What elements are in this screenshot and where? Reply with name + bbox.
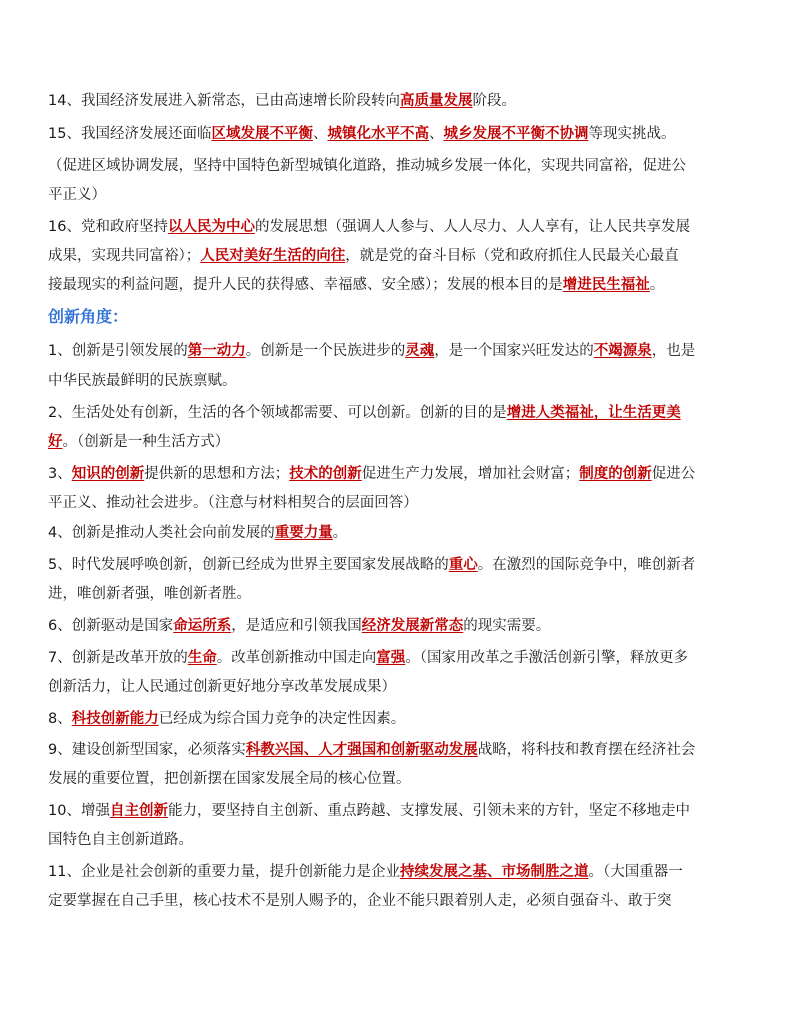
text-line xyxy=(48,246,679,266)
highlighted-term: 持续发展之基、市场制胜之道 xyxy=(399,864,589,880)
text-segment: 2、生活处处有创新，生活的各个领域都需要、可以创新。创新的目的是 xyxy=(48,405,507,421)
text-segment: 、 xyxy=(428,126,444,142)
text-segment: 平正义） xyxy=(48,187,106,203)
highlighted-term: 科技创新能力 xyxy=(71,711,159,727)
highlighted-term: 重要力量 xyxy=(274,525,333,541)
highlighted-term: 制度的创新 xyxy=(579,466,652,482)
text-line xyxy=(48,648,688,668)
text-line xyxy=(48,403,681,423)
text-line xyxy=(48,830,193,850)
highlighted-term: 好 xyxy=(48,434,63,450)
text-segment: ，是一个国家兴旺发达的 xyxy=(434,343,594,359)
highlighted-term: 富强 xyxy=(376,650,406,666)
text-segment: ，是适应和引领我国 xyxy=(231,618,362,634)
text-segment: 促进生产力发展，增加社会财富； xyxy=(361,466,580,482)
section-heading: 创新角度： xyxy=(48,307,129,326)
text-line xyxy=(48,275,664,295)
text-segment: 。（创新是一种生活方式） xyxy=(62,434,230,450)
text-segment: 能力，要坚持自主创新、重点跨越、支撑发展、引领未来的方针，坚定不移地走中 xyxy=(167,803,690,819)
highlighted-term: 增进民生福祉 xyxy=(562,277,650,293)
text-segment: 。改革创新推动中国走向 xyxy=(216,650,377,666)
text-segment: 9、建设创新型国家，必须落实 xyxy=(48,742,246,758)
text-segment: 。 xyxy=(332,525,348,541)
text-segment: 。在激烈的国际竞争中，唯创新者 xyxy=(477,557,696,573)
highlighted-term: 技术的创新 xyxy=(289,466,362,482)
highlighted-term: 命运所系 xyxy=(173,618,232,634)
text-segment: 、 xyxy=(312,126,328,142)
text-line xyxy=(48,432,229,452)
text-line xyxy=(48,801,690,821)
text-segment: 5、时代发展呼唤创新，创新已经成为世界主要国家发展战略的 xyxy=(48,557,449,573)
highlighted-term: 增进人类福祉，让生活更美 xyxy=(506,405,681,421)
highlighted-term: 城乡发展不平衡不协调 xyxy=(443,126,589,142)
text-line xyxy=(48,156,686,176)
highlighted-term: 灵魂 xyxy=(405,343,435,359)
text-segment: 战略，将科技和教育摆在经济社会 xyxy=(477,742,696,758)
text-line xyxy=(48,91,516,111)
text-line xyxy=(48,769,411,789)
text-segment: 15、我国经济发展还面临 xyxy=(48,126,212,142)
text-segment: ，就是党的奋斗目标（党和政府抓住人民最关心最直 xyxy=(345,248,679,264)
text-segment: 11、企业是社会创新的重要力量，提升创新能力是企业 xyxy=(48,864,400,880)
highlighted-term: 自主创新 xyxy=(109,803,168,819)
text-line xyxy=(48,124,675,144)
text-line xyxy=(48,341,695,361)
text-line xyxy=(48,555,695,575)
text-segment: 接最现实的利益问题，提升人民的获得感、幸福感、安全感）；发展的根本目的是 xyxy=(48,277,563,293)
highlighted-term: 城镇化水平不高 xyxy=(327,126,429,142)
text-line xyxy=(48,677,396,697)
text-segment: 的发展思想（强调人人参与、人人尽力、人人享有，让人民共享发展 xyxy=(254,219,690,235)
text-line xyxy=(48,584,251,604)
text-line xyxy=(48,740,695,760)
text-line xyxy=(48,891,672,911)
text-segment: （促进区域协调发展，坚持中国特色新型城镇化道路，推动城乡发展一体化，实现共同富裕，促进公 xyxy=(48,158,686,174)
highlighted-term: 知识的创新 xyxy=(71,466,145,482)
text-segment: 1、创新是引领发展的 xyxy=(48,343,188,359)
text-segment: 发展的重要位置，把创新摆在国家发展全局的核心位置。 xyxy=(48,771,411,787)
highlighted-term: 以人民为中心 xyxy=(167,219,255,235)
text-segment: 等现实挑战。 xyxy=(588,126,676,142)
highlighted-term: 生命 xyxy=(187,650,217,666)
highlighted-term: 科教兴国、人才强国和创新驱动发展 xyxy=(245,742,478,758)
text-segment: 进，唯创新者强，唯创新者胜。 xyxy=(48,586,251,602)
highlighted-term: 人民对美好生活的向往 xyxy=(200,248,346,264)
text-line xyxy=(48,709,405,729)
text-segment: 14、我国经济发展进入新常态，已由高速增长阶段转向 xyxy=(48,93,400,109)
text-segment: 6、创新驱动是国家 xyxy=(48,618,174,634)
highlighted-term: 区域发展不平衡 xyxy=(211,126,313,142)
text-line xyxy=(48,371,237,391)
text-segment: 成果，实现共同富裕）； xyxy=(48,248,201,264)
highlighted-term: 经济发展新常态 xyxy=(361,618,464,634)
text-line xyxy=(48,493,418,513)
text-line xyxy=(48,185,106,205)
text-segment: 3、 xyxy=(48,466,72,482)
highlighted-term: 不竭源泉 xyxy=(593,343,652,359)
text-line xyxy=(48,862,683,882)
text-segment: 。创新是一个民族进步的 xyxy=(245,343,406,359)
text-segment: 的现实需要。 xyxy=(463,618,551,634)
text-segment: 促进公 xyxy=(651,466,696,482)
text-segment: 创新活力，让人民通过创新更好地分享改革发展成果） xyxy=(48,679,396,695)
text-line xyxy=(48,616,550,636)
text-segment: 7、创新是改革开放的 xyxy=(48,650,188,666)
text-segment: 。（大国重器一 xyxy=(588,864,683,880)
highlighted-term: 高质量发展 xyxy=(399,93,473,109)
text-segment: 定要掌握在自己手里，核心技术不是别人赐予的，企业不能只跟着别人走，必须自强奋斗、敢于突 xyxy=(48,893,672,909)
text-segment: 已经成为综合国力竞争的决定性因素。 xyxy=(158,711,406,727)
text-segment: 16、党和政府坚持 xyxy=(48,219,168,235)
text-segment: 平正义、推动社会进步。（注意与材料相契合的层面回答） xyxy=(48,495,418,511)
text-segment: 8、 xyxy=(48,711,72,727)
text-segment: 国特色自主创新道路。 xyxy=(48,832,193,848)
text-segment: 。（国家用改革之手激活创新引擎，释放更多 xyxy=(405,650,688,666)
text-segment: 中华民族最鲜明的民族禀赋。 xyxy=(48,373,237,389)
highlighted-term: 第一动力 xyxy=(187,343,246,359)
text-segment: 4、创新是推动人类社会向前发展的 xyxy=(48,525,275,541)
text-line xyxy=(48,464,695,484)
text-segment: ，也是 xyxy=(651,343,696,359)
text-segment: 10、增强 xyxy=(48,803,110,819)
text-segment: 提供新的思想和方法； xyxy=(144,466,290,482)
text-segment: 阶段。 xyxy=(472,93,516,109)
text-line xyxy=(48,523,347,543)
highlighted-term: 重心 xyxy=(448,557,478,573)
text-segment: 。 xyxy=(649,277,665,293)
text-line xyxy=(48,217,690,237)
